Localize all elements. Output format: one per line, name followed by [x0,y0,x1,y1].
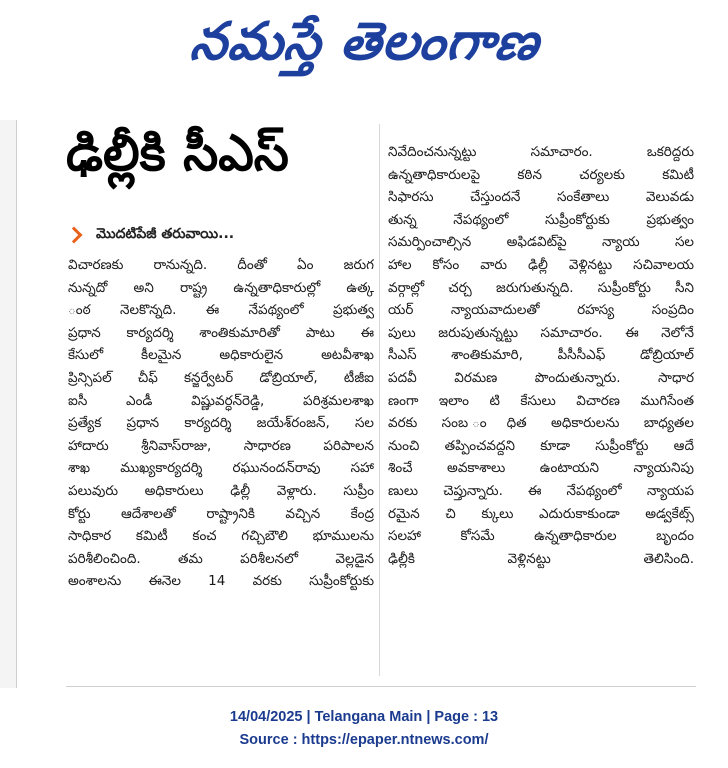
article-line: సీఎస్ శాంతికుమారి, పీసీసీఎఫ్ డోబ్రియాల్ [388,347,694,364]
article-line: శాఖ ముఖ్యకార్యదర్శి రఘునందన్‌రావు సహా [68,460,374,477]
source-info: Source : https://epaper.ntnews.com/ [239,732,489,748]
article-line: ప్రత్యేక ప్రధాన కార్యదర్శి జయేశ్‌రంజన్, సల [68,415,374,432]
edition-info: 14/04/2025 | Telangana Main | Page : 13 [229,709,499,725]
newspaper-logo: నమస్తే తెలంగాణ [187,11,543,72]
article-line: ణులు చెప్తున్నారు. ఈ నేపథ్యంలో న్యాయప [388,482,694,499]
masthead [0,0,728,96]
column-divider [379,124,380,676]
article-line: ప్రధాన కార్యదర్శి శాంతికుమారితో పాటు ఈ [68,324,374,341]
article-line: వరకు సంబ ంధిత అధికారులను బాధ్యతల [388,415,694,432]
article-line: అంశాలను ఈనెల 14 వరకు సుప్రీంకోర్టుకు [68,573,374,590]
article-line: విచారణకు రానున్నది. దీంతో ఏం జరుగ [68,257,374,273]
article-column-right [388,141,694,570]
article-line: ఉన్నతాధికారులపై కఠిన చర్యలకు కమిటీ [388,166,694,183]
article-line: యర్ న్యాయవాదులతో రహస్య సంప్రదిం [388,302,694,319]
article-line: సలహా కోసమే ఉన్నతాధికారుల బృందం [388,528,694,545]
article-line: నున్నదో అని రాష్ట్ర ఉన్నతాధికారుల్లో ఉత్క [68,279,374,296]
article-line: ణంగా ఇలాం టి కేసులు విచారణ ముగిసేంత [388,392,694,409]
article-line: నుంచి తప్పించవద్దని కూడా సుప్రీంకోర్టు ఆదే [388,437,694,454]
article-line: ంఠ నెలకొన్నది. ఈ నేపథ్యంలో ప్రభుత్వ [68,302,374,319]
article-column-left [68,254,374,593]
article-line: శించే అవకాశాలు ఉంటాయని న్యాయనిపు [388,460,694,477]
kicker-text: మొదటిపేజీ తరువాయి... [96,225,235,242]
bottom-divider [66,686,696,687]
article-line: కేసులో కీలమైన అధికారులైన అటవీశాఖ [68,347,374,364]
article-line: కోర్టు ఆదేశాలతో రాష్ట్రానికి వచ్చిన కేంద్ర [68,505,374,522]
chevron-right-icon [66,227,83,244]
article-line: పరిశీలించింది. తమ పరిశీలనలో వెల్లడైన [68,550,374,567]
article-line: పదవీ విరమణ పొందుతున్నారు. సాధార [388,369,694,386]
article-line: నివేదించనున్నట్టు సమాచారం. ఒకరిద్దరు [388,144,694,160]
article-line: పలువురు అధికారులు ఢిల్లీ వెళ్లారు. సుప్రీం [68,482,374,499]
article-line: సిఫారసు చేస్తుందనే సంకేతాలు వెలువడు [388,189,694,206]
article-line: సమర్పించాల్సిన అఫిడవిట్‌పై న్యాయ సల [388,234,694,251]
article-line: తున్న నేపథ్యంలో సుప్రీంకోర్టుకు ప్రభుత్వం [388,211,694,228]
article-line: ప్రిన్సిపల్ చీఫ్ కన్జర్వేటర్ డోబ్రియాల్, టీజీఐ [68,369,374,386]
article-line: రమైన చి క్కులు ఎదురుకాకుండా అడ్వకేట్స్ [388,505,694,522]
article-line: ఐసీ ఎండీ విష్ణువర్ధన్‌రెడ్డి, పరిశ్రమలశాఖ [68,392,374,409]
article-headline: ఢిల్లీకి సీఎస్ [66,124,289,182]
page-footer [0,706,728,752]
article-line: ఢిల్లీకి వెళ్లినట్టు తెలిసింది. [388,550,694,567]
article-line: హాల కోసం వారు ఢిల్లీ వెళ్లినట్టు సచివాలయ [388,256,694,273]
page-margin-strip [0,120,17,688]
article-line: పులు జరుపుతున్నట్టు సమాచారం. ఈ నెలోనే [388,324,694,341]
article-line: హాదారు శ్రీనివాస్‌రాజు, సాధారణ పరిపాలన [68,437,374,454]
article-line: సాధికార కమిటీ కంచ గచ్చిబౌలి భూములను [68,528,374,545]
article-line: వర్గాల్లో చర్చ జరుగుతున్నది. సుప్రీంకోర్టు సీని [388,279,694,296]
continuation-kicker [66,222,386,248]
